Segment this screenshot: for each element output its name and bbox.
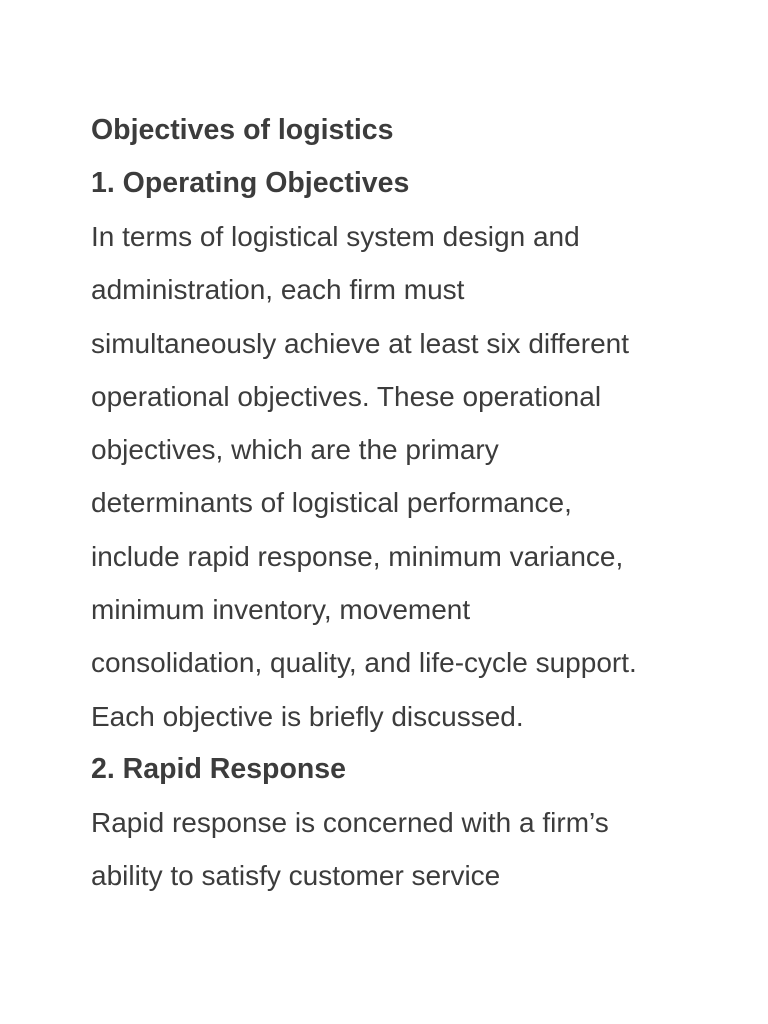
text-line: In terms of logistical system design and — [91, 221, 580, 252]
text-line: determinants of logistical performance, — [91, 487, 572, 519]
text-line: administration, each firm must — [91, 274, 465, 306]
text-line: ability to satisfy customer service — [91, 860, 501, 892]
text-line: include rapid response, minimum variance, — [91, 540, 624, 572]
paragraph-rapid-response — [91, 796, 711, 903]
text-line: Rapid response is concerned with a firm’s — [91, 806, 609, 838]
text-line: Each objective is briefly discussed. — [91, 700, 524, 732]
text-line: simultaneously achieve at least six different — [91, 327, 629, 359]
document-title: Objectives of logistics — [91, 114, 394, 146]
text-line: objectives, which are the primary — [91, 434, 499, 466]
text-line: minimum inventory, movement — [91, 594, 471, 626]
text-line: consolidation, quality, and life-cycle support. — [91, 647, 637, 679]
section-heading-operating-objectives: 1. Operating Objectives — [91, 167, 410, 199]
text-line: operational objectives. These operational — [91, 380, 602, 412]
section-heading-rapid-response: 2. Rapid Response — [91, 752, 346, 785]
paragraph-operating-objectives — [91, 210, 711, 743]
document-page — [91, 104, 711, 903]
